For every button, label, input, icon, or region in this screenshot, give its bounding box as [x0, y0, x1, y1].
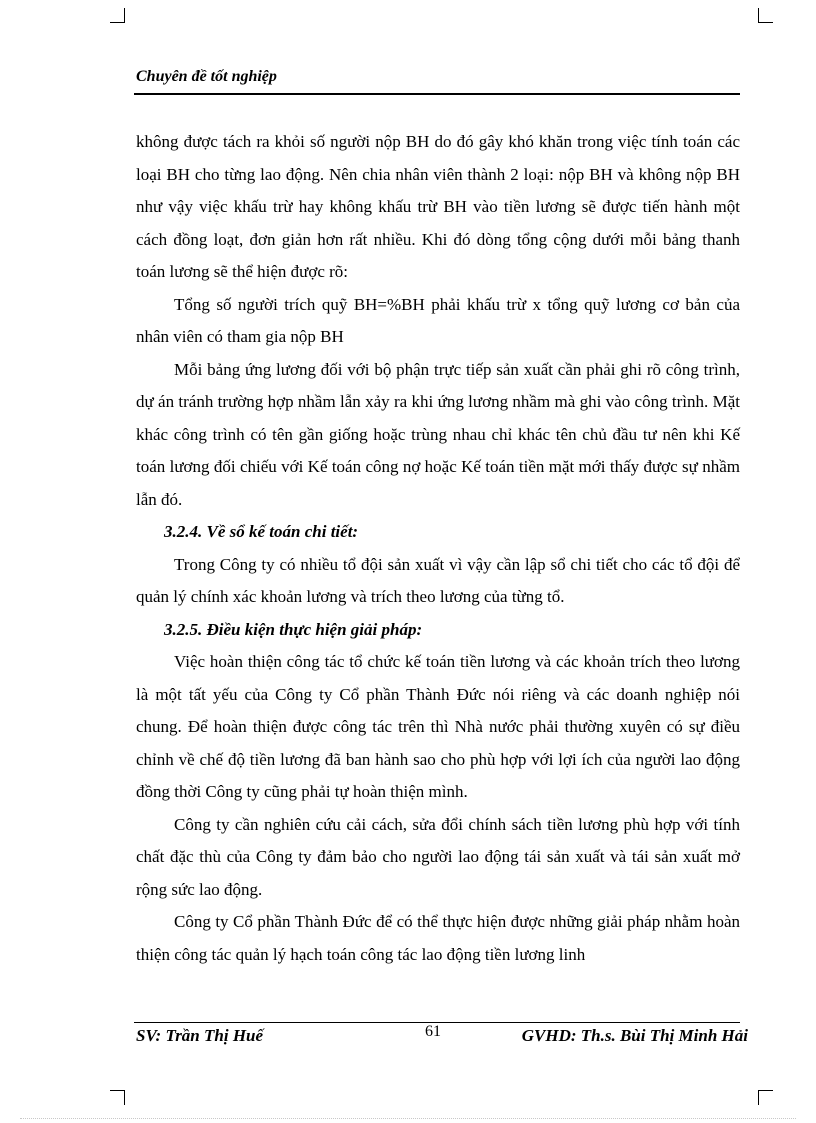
paragraph: Việc hoàn thiện công tác tổ chức kế toán tiền lương và các khoản trích theo lương là một tất yếu của Công ty Cổ phần Thành Đức nói riêng và các doanh nghiệp nói chung. Để hoàn thiện được công tác trên thì Nhà nước phải thường xuyên có sự điều chỉnh về chế độ tiền lương đã ban hành sao cho phù hợp với lợi ích của người lao động đồng thời Công ty cũng phải tự hoàn thiện mình.: [136, 652, 740, 801]
page-bottom-dotted-line: [20, 1118, 796, 1119]
crop-mark-top-left: [110, 8, 125, 23]
crop-mark-top-right: [758, 8, 773, 23]
body-text: [136, 126, 740, 971]
section-heading-3-2-4: 3.2.4. Về sổ kế toán chi tiết:: [164, 522, 359, 541]
paragraph: Mỗi bảng ứng lương đối với bộ phận trực tiếp sản xuất cần phải ghi rõ công trình, dự án tránh trường hợp nhầm lẫn xảy ra khi ứng lương nhầm mà ghi vào công trình. Mặt khác công trình có tên gần giống hoặc trùng nhau chỉ khác tên chủ đầu tư nên khi Kế toán lương đối chiếu với Kế toán công nợ hoặc Kế toán tiền mặt mới thấy được sự nhầm lẫn đó.: [136, 359, 740, 509]
paragraph-continuation: không được tách ra khỏi số người nộp BH do đó gây khó khăn trong việc tính toán các loại BH cho từng lao động. Nên chia nhân viên thành 2 loại: nộp BH và không nộp BH như vậy việc khấu trừ hay không khấu trừ BH vào tiền lương sẽ được tiến hành một cách đồng loạt, đơn giản hơn rất nhiều. Khi đó dòng tổng cộng dưới mỗi bảng thanh toán lương sẽ thể hiện được rõ:: [136, 132, 740, 281]
footer-student-name: SV: Trần Thị Huế: [136, 1026, 264, 1045]
header-rule: [134, 93, 740, 95]
page-number: 61: [425, 1023, 441, 1040]
page-header-title: Chuyên đề tốt nghiệp: [136, 68, 277, 85]
paragraph: Công ty Cổ phần Thành Đức để có thể thực hiện được những giải pháp nhằm hoàn thiện công tác quản lý hạch toán công tác lao động tiền lương linh: [136, 912, 740, 964]
footer-advisor: GVHD: Th.s. Bùi Thị Minh Hải: [521, 1026, 748, 1045]
crop-mark-bottom-left: [110, 1090, 125, 1105]
section-heading-3-2-5: 3.2.5. Điều kiện thực hiện giải pháp:: [164, 619, 423, 639]
paragraph: Trong Công ty có nhiều tổ đội sản xuất vì vậy cần lập sổ chi tiết cho các tổ đội để quản lý chính xác khoản lương và trích theo lương của từng tổ.: [136, 554, 740, 606]
crop-mark-bottom-right: [758, 1090, 773, 1105]
paragraph: Tổng số người trích quỹ BH=%BH phải khấu trừ x tổng quỹ lương cơ bản của nhân viên có tham gia nộp BH: [136, 294, 740, 346]
paragraph: Công ty cần nghiên cứu cải cách, sửa đổi chính sách tiền lương phù hợp với tính chất đặc thù của Công ty đảm bảo cho người lao động tái sản xuất và tái sản xuất mở rộng sức lao động.: [136, 814, 740, 899]
